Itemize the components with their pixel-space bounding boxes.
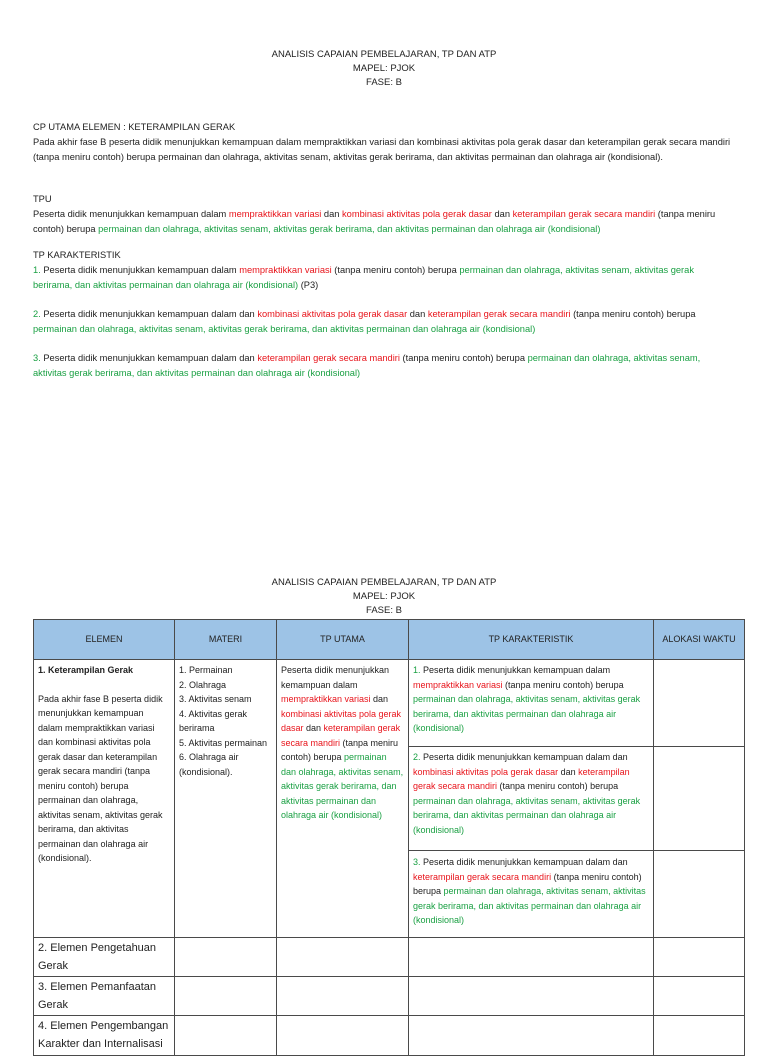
tpk-item-3: 3. Peserta didik menunjukkan kemampuan dalam dan keterampilan gerak secara mandiri (tanpa meniru contoh) berupa permainan dan olahraga, aktivitas senam, aktivitas gerak berirama, dan aktivitas permainan dan olahraga air (kondisional) xyxy=(33,353,701,378)
tp-karakteristik-section xyxy=(33,248,733,381)
materi-item: 4. Aktivitas gerak berirama xyxy=(179,708,248,733)
table-row xyxy=(34,977,745,1016)
cp-section xyxy=(33,120,733,165)
elemen-1-cell xyxy=(34,660,175,938)
tpk-cell-2: 2. Peserta didik menunjukkan kemampuan dalam dan kombinasi aktivitas pola gerak dasar dan keterampilan gerak secara mandiri (tanpa meniru contoh) berupa permainan dan olahraga, aktivitas senam, aktivitas gerak berirama, dan aktivitas permainan dan olahraga air (kondisional) xyxy=(409,747,654,851)
column-header-elemen: ELEMEN xyxy=(34,620,175,660)
tpk-cell-3: 3. Peserta didik menunjukkan kemampuan dalam dan keterampilan gerak secara mandiri (tanpa meniru contoh) berupa permainan dan olahraga, aktivitas senam, aktivitas gerak berirama, dan aktivitas permainan dan olahraga air (kondisional) xyxy=(409,851,654,938)
tpk-heading: TP KARAKTERISTIK xyxy=(33,250,121,260)
materi-item: 5. Aktivitas permainan xyxy=(179,737,268,748)
table-header-row xyxy=(34,620,745,660)
atp-table xyxy=(33,619,745,1056)
tpu-section xyxy=(33,192,733,237)
table-row xyxy=(34,660,745,747)
cp-body: Pada akhir fase B peserta didik menunjukkan kemampuan dalam mempraktikkan variasi dan kombinasi aktivitas pola gerak dasar dan keterampilan gerak secara mandiri (tanpa meniru contoh) berupa permainan dan olahraga, aktivitas senam, aktivitas gerak berirama, dan aktivitas permainan dan olahraga air (kondisional). xyxy=(33,137,731,162)
column-header-alokasi-waktu: ALOKASI WAKTU xyxy=(654,620,745,660)
header-title: ANALISIS CAPAIAN PEMBELAJARAN, TP DAN ATP xyxy=(271,49,497,60)
document-header-1 xyxy=(0,48,768,90)
tpk-item-1: 1. Peserta didik menunjukkan kemampuan dalam mempraktikkan variasi (tanpa meniru contoh) berupa permainan dan olahraga, aktivitas senam, aktivitas gerak berirama, dan aktivitas permainan dan olahraga air (kondisional) (P3) xyxy=(33,265,694,290)
elemen-3-cell: 3. Elemen Pemanfaatan Gerak xyxy=(34,977,175,1016)
elemen-1-desc: Pada akhir fase B peserta didik menunjukkan kemampuan dalam mempraktikkan variasi dan kombinasi aktivitas pola gerak dasar dan keterampilan gerak secara mandiri (tanpa meniru contoh) berupa permainan dan olahraga, aktivitas senam, aktivitas gerak berirama, dan aktivitas permainan dan olahraga air (kondisional). xyxy=(38,693,163,863)
header-fase: FASE: B xyxy=(366,77,402,88)
elemen-4-cell: 4. Elemen Pengembangan Karakter dan Internalisasi xyxy=(34,1016,175,1056)
column-header-materi: MATERI xyxy=(175,620,277,660)
header-title: ANALISIS CAPAIAN PEMBELAJARAN, TP DAN ATP xyxy=(271,577,497,588)
tpu-body: Peserta didik menunjukkan kemampuan dalam mempraktikkan variasi dan kombinasi aktivitas pola gerak dasar dan keterampilan gerak secara mandiri (tanpa meniru contoh) berupa permainan dan olahraga, aktivitas senam, aktivitas gerak berirama, dan aktivitas permainan dan olahraga air (kondisional) xyxy=(33,209,716,234)
materi-item: 2. Olahraga xyxy=(179,679,227,690)
document-header-2 xyxy=(0,576,768,618)
header-mapel: MAPEL: PJOK xyxy=(352,591,416,602)
elemen-2-cell: 2. Elemen Pengetahuan Gerak xyxy=(34,938,175,977)
alokasi-waktu-cell xyxy=(654,851,745,938)
column-header-tp-utama: TP UTAMA xyxy=(277,620,409,660)
column-header-tp-karakteristik: TP KARAKTERISTIK xyxy=(409,620,654,660)
header-fase: FASE: B xyxy=(366,605,402,616)
materi-item: 3. Aktivitas senam xyxy=(179,694,252,704)
tp-utama-cell: Peserta didik menunjukkan kemampuan dalam mempraktikkan variasi dan kombinasi aktivitas pola gerak dasar dan keterampilan gerak secara mandiri (tanpa meniru contoh) berupa permainan dan olahraga, aktivitas senam, aktivitas gerak berirama, dan aktivitas permainan dan olahraga air (kondisional) xyxy=(277,660,409,938)
table-row xyxy=(34,1016,745,1056)
materi-item: 6. Olahraga air (kondisional). xyxy=(179,752,239,777)
header-mapel: MAPEL: PJOK xyxy=(352,63,416,74)
tpu-heading: TPU xyxy=(33,194,52,204)
elemen-1-title: 1. Keterampilan Gerak xyxy=(38,665,134,675)
alokasi-waktu-cell xyxy=(654,660,745,747)
alokasi-waktu-cell xyxy=(654,747,745,851)
tpk-cell-1: 1. Peserta didik menunjukkan kemampuan dalam mempraktikkan variasi (tanpa meniru contoh) berupa permainan dan olahraga, aktivitas senam, aktivitas gerak berirama, dan aktivitas permainan dan olahraga air (kondisional) xyxy=(409,660,654,747)
materi-item: 1. Permainan xyxy=(179,665,233,675)
table-row xyxy=(34,938,745,977)
cp-heading: CP UTAMA ELEMEN : KETERAMPILAN GERAK xyxy=(33,122,236,132)
materi-cell xyxy=(175,660,277,938)
tpk-item-2: 2. Peserta didik menunjukkan kemampuan dalam dan kombinasi aktivitas pola gerak dasar dan keterampilan gerak secara mandiri (tanpa meniru contoh) berupa permainan dan olahraga, aktivitas senam, aktivitas gerak berirama, dan aktivitas permainan dan olahraga air (kondisional) xyxy=(33,309,696,334)
